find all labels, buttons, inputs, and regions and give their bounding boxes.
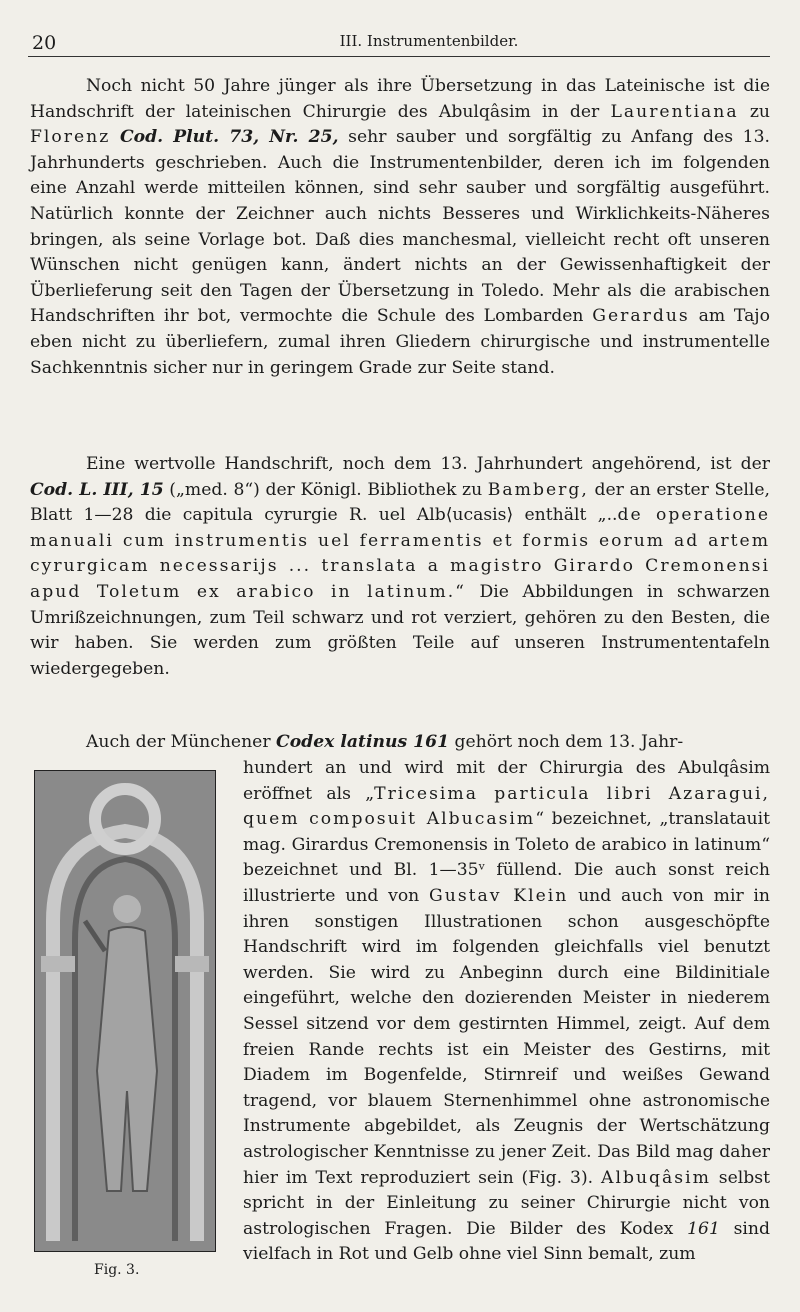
p3-author: Albuqâsim	[601, 1167, 711, 1188]
p2-text-3: der an erster Stelle, Blatt 1—28 die capitula cyrurgie R. uel Alb⟨ucasis⟩ enthält „..	[30, 479, 771, 526]
p1-text-4: sehr sauber und sorgfältig zu Anfang des 13. Jahrhunderts geschrieben. Auch die Instrumentenbilder, deren ich im folgenden eine Anzahl werde mitteilen können, sind sehr sauber und sorgfältig ausgeführt. Natürlich konnte der Zeichner auch nichts Besseres und Wirklichkeits-Näheres bringen, als seine Vorlage bot. Daß dies manchesmal, vielleicht recht oft unseren Wünschen nicht genügen kann, ändert nichts an der Gewissenhaftigkeit der Überlieferung seit den Tagen der Übersetzung in Toledo. Mehr als die arabischen Handschriften ihr bot, vermochte die Schule des Lombarden	[30, 127, 771, 327]
p1-name: Gerardus	[592, 306, 690, 327]
p3-first-2: gehört noch dem 13. Jahr-	[449, 732, 684, 752]
page-number: 20	[32, 32, 57, 54]
p3-text-4: selbst spricht in der Einleitung zu seiner Chirurgie nicht von astrologischen Fragen. Die Bilder des Kodex	[243, 1167, 771, 1239]
figure-caption: Fig. 3.	[94, 1262, 140, 1278]
p3-num: 161	[687, 1218, 720, 1239]
paragraph-1	[30, 74, 770, 381]
running-title: III. Instrumentenbilder.	[339, 32, 519, 50]
p3-title: Tricesima particula libri Azaragui, quem composuit Albucasim	[243, 783, 770, 830]
paragraph-2	[30, 452, 770, 682]
p3-codex: Codex latinus 161	[276, 732, 450, 752]
p1-text-1: Noch nicht 50 Jahre jünger als ihre Übersetzung in das Lateinische ist die Handschrift der lateinischen Chirurgie des Abulqâsim in der	[30, 76, 770, 122]
p1-codex: Cod. Plut. 73, Nr. 25,	[119, 127, 339, 148]
p1-text-2: zu	[738, 101, 770, 122]
p2-quote: de operatione manuali cum instrumentis uel ferramentis et formis eorum ad artem cyrurgicam necessarijs ... translata a magistro Girardo Cremonensi apud Toletum ex arabico in latinum.“	[30, 505, 770, 602]
p2-codex: Cod. L. III, 15	[30, 479, 164, 500]
p3-text-2: “ bezeichnet, „translatauit mag. Girardus Cremonensis in Toleto de arabico in latinum“ bezeichnet und Bl. 1—35ᵛ füllend. Die auch sonst reich illustrierte und von	[243, 809, 770, 906]
p3-text-1: hundert an und wird mit der Chirurgia des Abulqâsim eröffnet als „	[243, 758, 770, 804]
p1-city: Florenz	[30, 127, 111, 148]
figure-3-illustration	[35, 771, 215, 1251]
p3-first-1: Auch der Münchener	[86, 732, 277, 752]
p3-text-5: sind vielfach in Rot und Gelb ohne viel Sinn bemalt, zum	[243, 1218, 770, 1265]
p1-place: Laurentiana	[610, 101, 739, 122]
p2-city: Bamberg,	[487, 479, 589, 500]
p2-text-4: Die Abbildungen in schwarzen Umrißzeichnungen, zum Teil schwarz und rot verziert, gehören zu den Besten, die wir haben. Sie werden zum größten Teile auf unseren Instrumententafeln wiedergegeben.	[30, 581, 770, 679]
p2-text-1: Eine wertvolle Handschrift, noch dem 13. Jahrhundert angehörend, ist der	[86, 454, 770, 474]
p1-text-5: am Tajo eben nicht zu überliefern, zumal ihren Gliedern chirurgische und instrumentelle Sachkenntnis sicher nur in geringem Grade zur Seite stand.	[30, 306, 770, 378]
figure-3-image	[34, 770, 216, 1252]
p2-text-2: („med. 8“) der Königl. Bibliothek zu	[163, 479, 488, 500]
p3-person: Gustav Klein	[429, 885, 569, 906]
p3-text-3: und auch von mir in ihren sonstigen Illustrationen schon ausgeschöpfte Handschrift wird im folgenden gleichfalls viel benutzt werden. Sie wird zu Anbeginn durch eine Bildinitiale eingeführt, welche den dozierenden Meister in niederem Sessel sitzend vor dem gestirnten Himmel, zeigt. Auf dem freien Rande rechts ist ein Meister des Gestirns, mit Diadem im Bogenfelde, Stirnreif und weißes Gewand tragend, vor blauem Sternenhimmel ohne astronomische Instrumente abgebildet, als Zeugnis der Wertschätzung astrologischer Kenntnisse zu jener Zeit. Das Bild mag daher hier im Text reproduziert sein (Fig. 3).	[243, 885, 770, 1188]
paragraph-3-body	[243, 756, 770, 1268]
p1-text-3	[110, 127, 120, 147]
page-header	[28, 26, 770, 57]
paragraph-3-first-line	[86, 730, 770, 756]
